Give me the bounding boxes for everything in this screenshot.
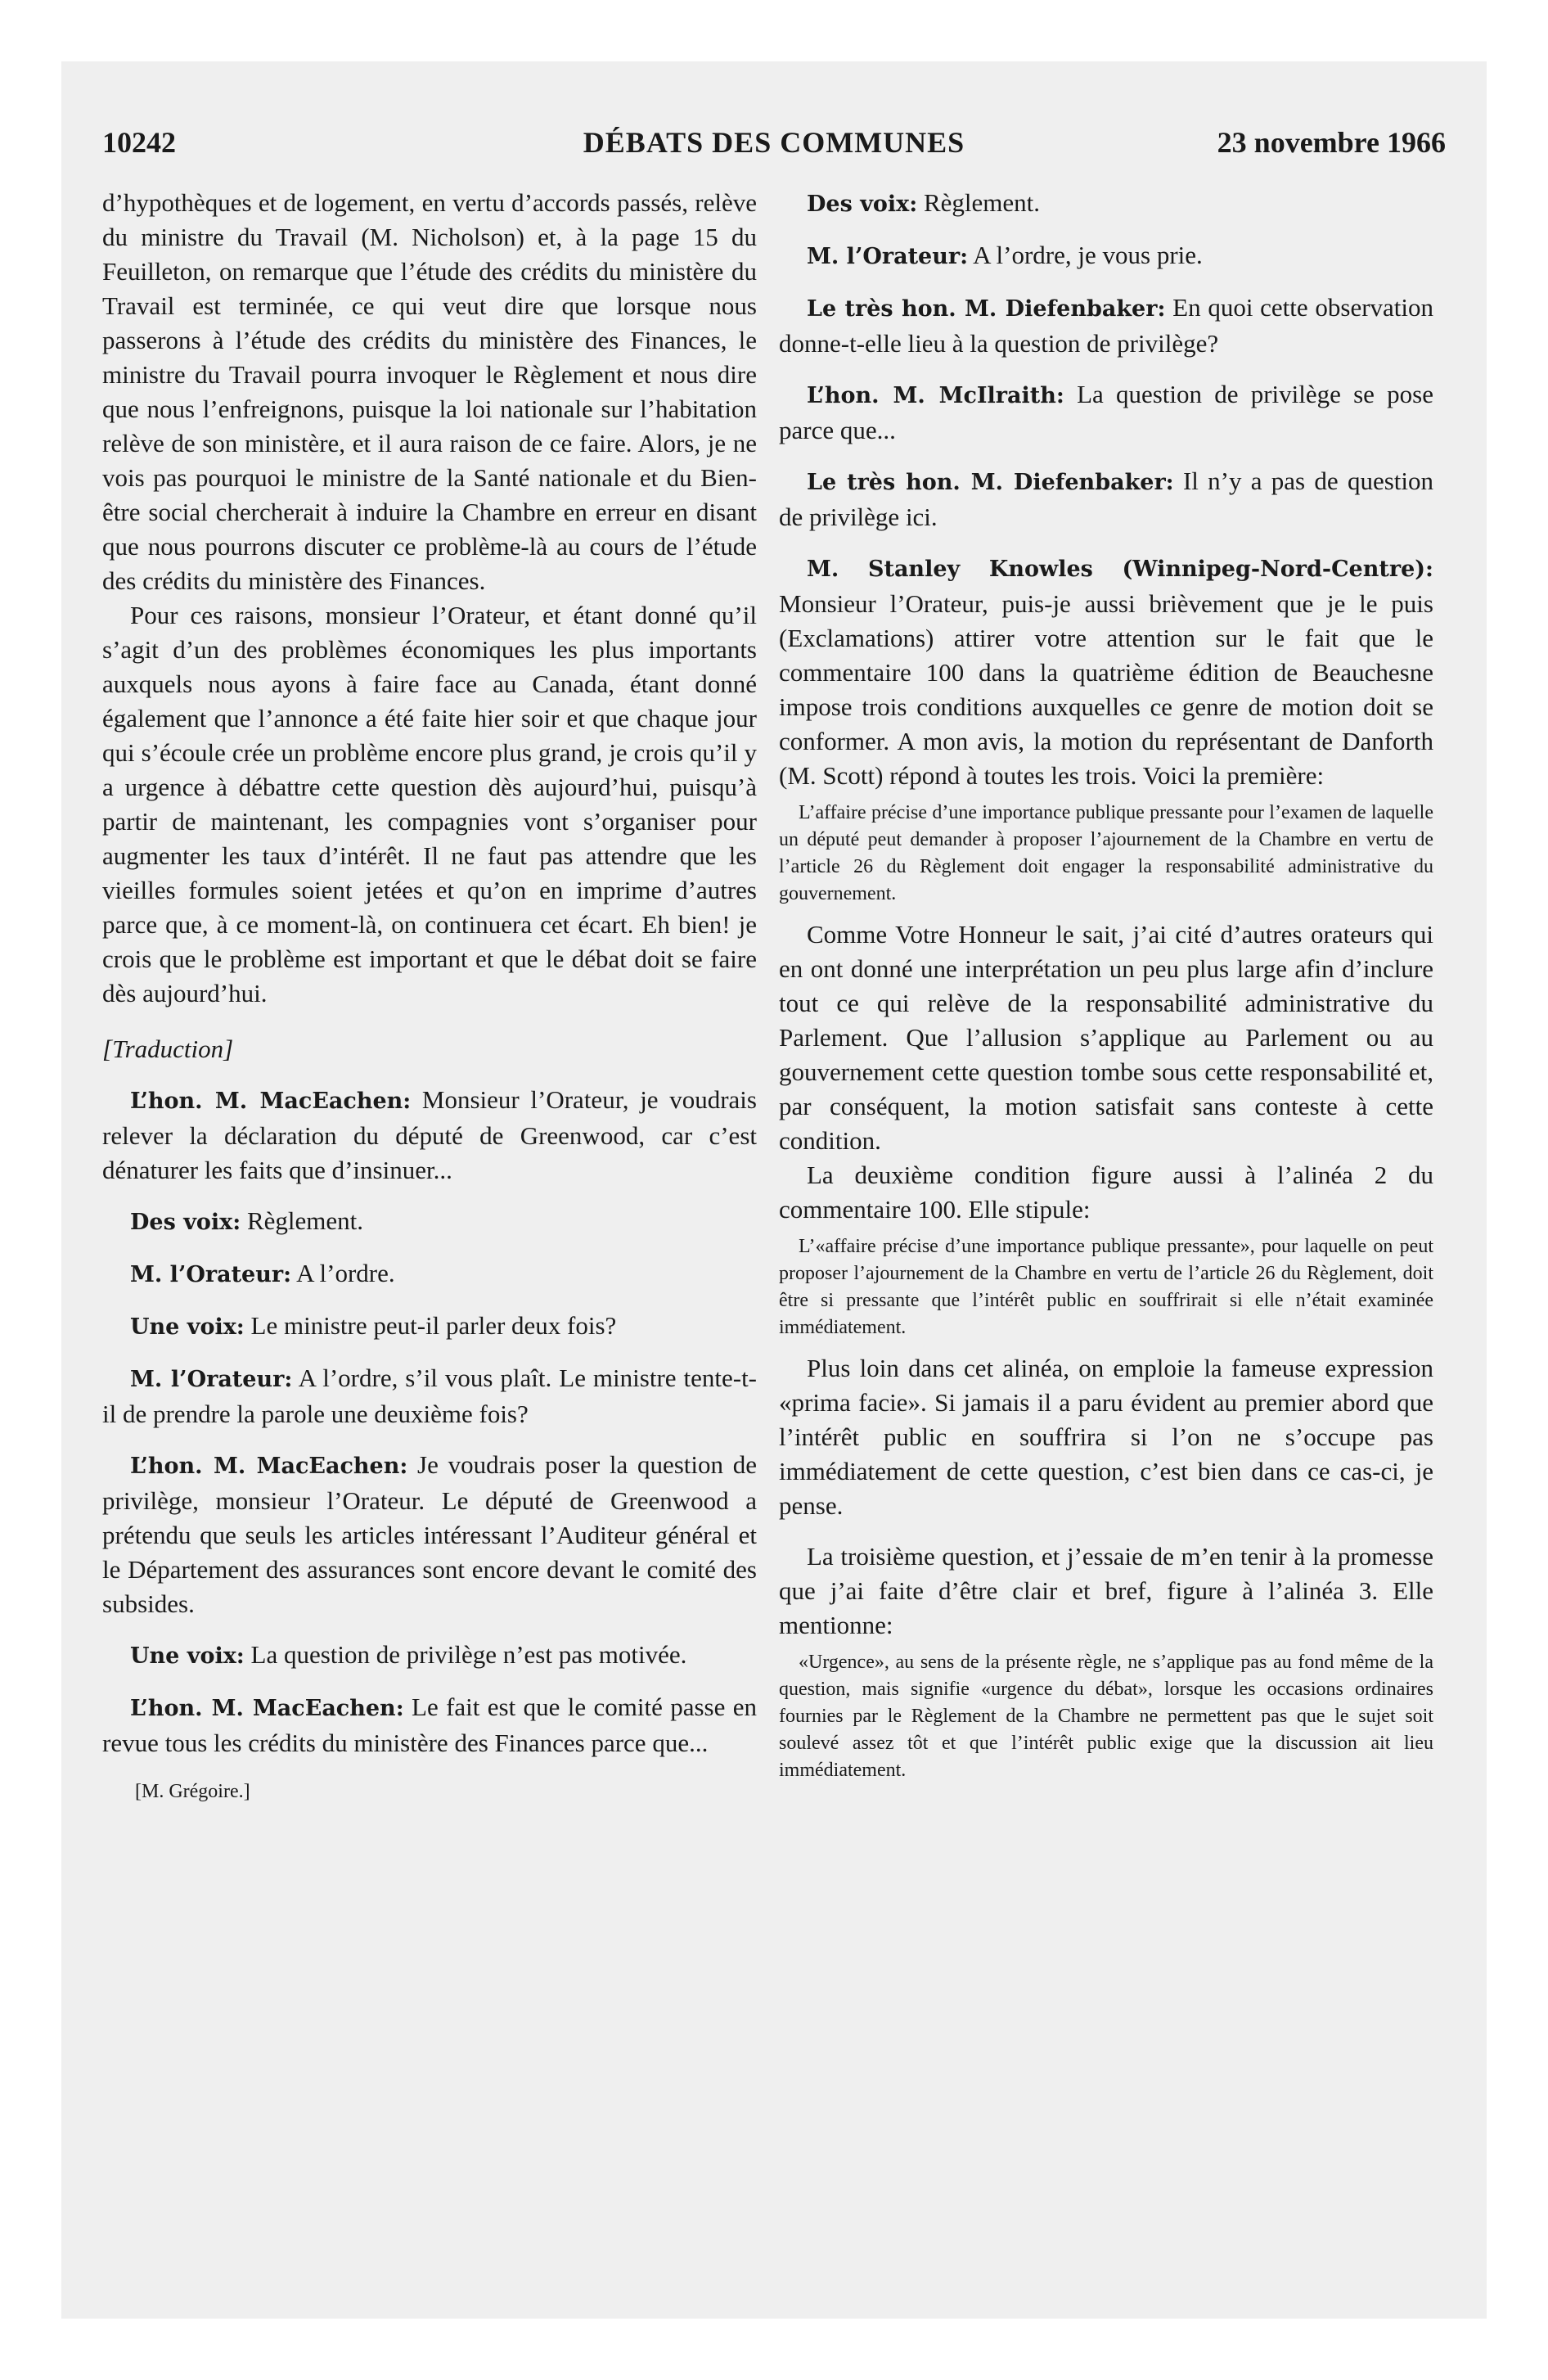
paragraph: La deuxième condition figure aussi à l’alinéa 2 du commentaire 100. Elle stipule: xyxy=(779,1161,1433,1224)
paragraph: d’hypothèques et de logement, en vertu d’accords passés, relève du ministre du Travail (M. Nicholson) et, à la page 15 du Feuilleton, on remarque que l’étude des crédits du ministère du Travail est terminée, ce qui veut dire que lorsque nous passerons à l’étude des crédits du ministère des Finances, le ministre du Travail pourra invoquer le Règlement et nous dire que nous l’enfreignons, puisque la loi nationale sur l’habitation relève de son ministère, et il aura raison de ce faire. Alors, je ne vois pas pourquoi le ministre de la Santé nationale et du Bien-être social chercherait à induire la Chambre en erreur en disant que nous pourrons discuter ce problème-là au cours de l’étude des crédits du ministère des Finances. xyxy=(102,188,757,595)
speaker-name: Des voix: xyxy=(807,192,918,217)
speech-text: Le fait est que le comité passe en revue tous les crédits du ministère des Finances parce que... xyxy=(102,1693,757,1757)
speech-text: La question de privilège se pose parce que... xyxy=(779,380,1433,444)
speech xyxy=(779,291,1433,361)
speech xyxy=(102,1309,757,1345)
speech xyxy=(102,1361,757,1431)
speaker-name: Le très hon. M. Diefenbaker: xyxy=(807,470,1174,495)
speaker-name: M. l’Orateur: xyxy=(130,1262,292,1287)
speaker-name: L’hon. M. MacEachen: xyxy=(130,1696,404,1721)
speaker-name: Une voix: xyxy=(130,1314,245,1340)
paragraph: La troisième question, et j’essaie de m’en tenir à la promesse que j’ai faite d’être clair et bref, figure à l’alinéa 3. Elle mentionne: xyxy=(779,1542,1433,1639)
speech xyxy=(102,1638,757,1674)
speech-text: Il n’y a pas de question de privilège ici. xyxy=(779,467,1433,531)
paragraph: Plus loin dans cet alinéa, on emploie la fameuse expression «prima facie». Si jamais il a paru évident au premier abord que l’intérêt public en souffrira si l’on ne s’occupe pas immédiatement de cette question, c’est bien dans ce cas-ci, je pense. xyxy=(779,1354,1433,1520)
translation-note: [Traduction] xyxy=(102,1034,234,1063)
speech xyxy=(779,464,1433,534)
journal-title: DÉBATS DES COMMUNES xyxy=(583,126,965,159)
speech-text: La question de privilège n’est pas motivée. xyxy=(250,1640,687,1669)
paragraph: Comme Votre Honneur le sait, j’ai cité d’autres orateurs qui en ont donné une interprétation un peu plus large afin d’inclure tout ce qui relève de la responsabilité administrative du Parlement. Que l’allusion s’applique au Parlement ou au gouvernement cette question tombe sous cette responsabilité et, par conséquent, la motion satisfait sans conteste à cette condition. xyxy=(779,920,1433,1155)
sitting-date: 23 novembre 1966 xyxy=(1217,126,1446,159)
speech-text: A l’ordre, je vous prie. xyxy=(973,241,1203,269)
speech xyxy=(102,1448,757,1621)
block-quote: L’affaire précise d’une importance publique pressante pour l’examen de laquelle un député peut demander à proposer l’ajournement de la Chambre en vertu de l’article 26 du Règlement doit engager la responsabilité administrative du gouvernement. xyxy=(779,802,1433,904)
block-quote: «Urgence», au sens de la présente règle, ne s’applique pas au fond même de la question, mais signifie «urgence du débat», lorsque les occasions ordinaires fournies par le Règlement de la Chambre ne permettent pas que le sujet soit soulevé assez tôt et que l’intérêt public exige que la discussion ait lieu immédiatement. xyxy=(779,1652,1433,1781)
speech xyxy=(102,1204,757,1240)
page-number: 10242 xyxy=(102,126,176,159)
block-quote: L’«affaire précise d’une importance publique pressante», pour laquelle on peut proposer l’ajournement de la Chambre en vertu de l’article 26 du Règlement, doit être si pressante que l’intérêt public en souffrirait si elle n’était examinée immédiatement. xyxy=(779,1236,1433,1338)
speaker-name: L’hon. M. McIlraith: xyxy=(807,383,1064,408)
speaker-name: M. l’Orateur: xyxy=(130,1367,293,1392)
speech-text: Je voudrais poser la question de privilège, monsieur l’Orateur. Le député de Greenwood a prétendu que seuls les articles intéressant l’Auditeur général et le Département des assurances sont encore devant le comité des subsides. xyxy=(102,1450,757,1618)
speaker-name: L’hon. M. MacEachen: xyxy=(130,1454,408,1479)
document-page xyxy=(61,61,1487,2319)
speech-text: Monsieur l’Orateur, je voudrais relever la déclaration du député de Greenwood, car c’est dénaturer les faits que d’insinuer... xyxy=(102,1085,757,1184)
speech-text: En quoi cette observation donne-t-elle lieu à la question de privilège? xyxy=(779,293,1434,358)
speaker-name: L’hon. M. MacEachen: xyxy=(130,1089,412,1114)
speaker-name: M. Stanley Knowles (Winnipeg-Nord-Centre): xyxy=(807,557,1433,582)
continuation-note: [M. Grégoire.] xyxy=(135,1781,250,1802)
speech-text: A l’ordre, s’il vous plaît. Le ministre tente-t-il de prendre la parole une deuxième fois? xyxy=(102,1364,758,1428)
paragraph: Pour ces raisons, monsieur l’Orateur, et étant donné qu’il s’agit d’un des problèmes économiques les plus importants auxquels nous ayons à faire face au Canada, étant donné également que l’annonce a été faite hier soir et que chaque jour qui s’écoule crée un problème encore plus grand, je crois qu’il y a urgence à débattre cette question dès aujourd’hui, puisqu’à partir de maintenant, les compagnies vont s’organiser pour augmenter les taux d’intérêt. Il ne faut pas attendre que les vieilles formules soient jetées et qu’on en imprime d’autres parce que, à ce moment-là, on continuera cet écart. Eh bien! je crois que le problème est important et que le débat doit se faire dès aujourd’hui. xyxy=(102,601,757,1007)
speech-text: A l’ordre. xyxy=(296,1259,395,1287)
right-column xyxy=(779,186,1433,1794)
speech-text: Le ministre peut-il parler deux fois? xyxy=(250,1311,617,1340)
speech xyxy=(779,186,1433,222)
speech xyxy=(102,1690,757,1760)
speech xyxy=(102,1256,757,1292)
speech-text: Règlement. xyxy=(246,1206,364,1235)
speech xyxy=(102,1083,757,1188)
speech xyxy=(779,377,1433,448)
left-column xyxy=(102,186,757,1805)
speaker-name: M. l’Orateur: xyxy=(807,244,969,269)
speech xyxy=(779,551,1433,793)
speaker-name: Le très hon. M. Diefenbaker: xyxy=(807,296,1166,322)
speech-text: Monsieur l’Orateur, puis-je aussi brièvement que je le puis (Exclamations) attirer votre attention sur le fait que le commentaire 100 dans la quatrième édition de Beauchesne impose trois conditions auxquelles ce genre de motion doit se conformer. A mon avis, la motion du représentant de Danforth (M. Scott) répond à toutes les trois. Voici la première: xyxy=(779,589,1433,790)
speech-text: Règlement. xyxy=(923,188,1041,217)
speech xyxy=(779,238,1433,274)
speaker-name: Des voix: xyxy=(130,1210,241,1235)
page-header xyxy=(102,125,1446,174)
speaker-name: Une voix: xyxy=(130,1643,245,1669)
